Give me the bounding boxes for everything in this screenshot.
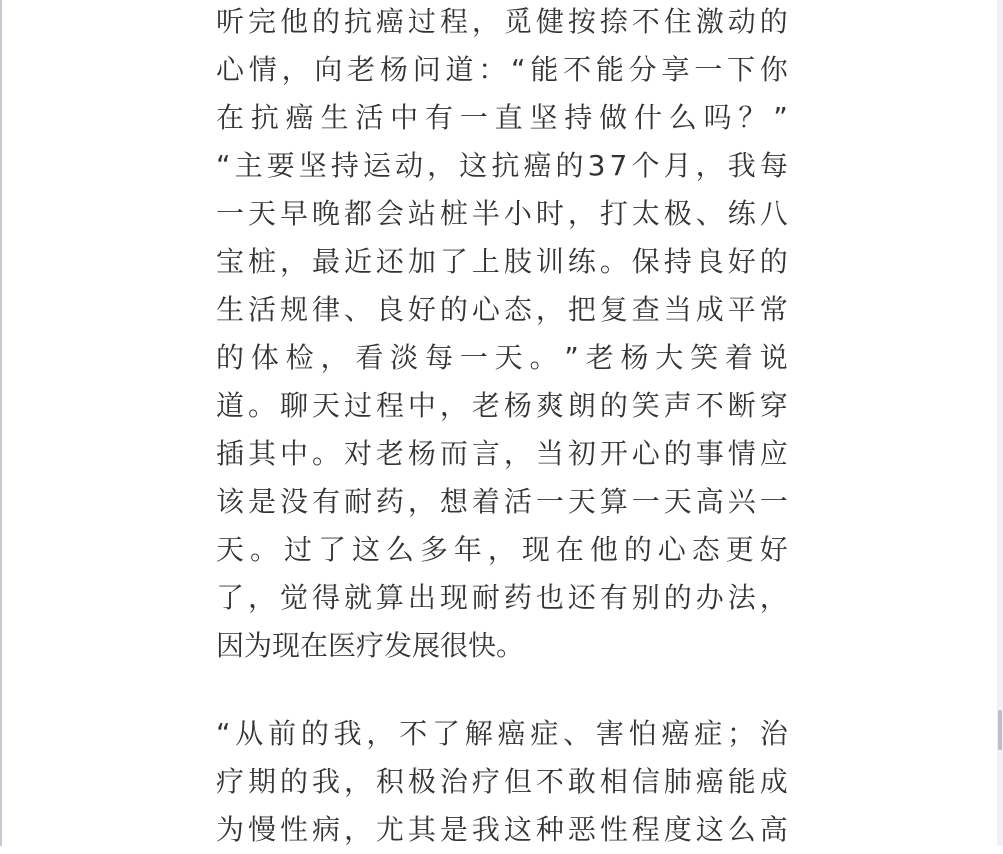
text-line: “ 主 要 坚 持 运 动 ， 这 抗 癌 的 3 7 个 月 ， 我 每 — [216, 149, 788, 182]
text-line: 宝 桩 ， 最 近 还 加 了 上 肢 训 练 。 保 持 良 好 的 — [216, 245, 788, 278]
text-line: 听 完 他 的 抗 癌 过 程 ， 觅 健 按 捺 不 住 激 动 的 — [216, 5, 788, 38]
text-line: 了 ， 觉 得 就 算 出 现 耐 药 也 还 有 别 的 办 法 ， — [216, 581, 788, 614]
text-line: 生 活 规 律 、 良 好 的 心 态 ， 把 复 查 当 成 平 常 — [216, 293, 788, 326]
text-line: 因为现在医疗发展很快。 — [216, 629, 525, 662]
text-line: 为 慢 性 病 ， 尤 其 是 我 这 种 恶 性 程 度 这 么 高 — [216, 813, 788, 846]
text-line: 插 其 中 。 对 老 杨 而 言 ， 当 初 开 心 的 事 情 应 — [216, 437, 788, 470]
text-line: 疗 期 的 我 ， 积 极 治 疗 但 不 敢 相 信 肺 癌 能 成 — [216, 765, 788, 798]
scrollbar-thumb[interactable] — [998, 710, 1002, 750]
text-line: “ 从 前 的 我 ， 不 了 解 癌 症 、 害 怕 癌 症 ； 治 — [216, 717, 788, 750]
paragraph-interview — [216, 0, 788, 670]
text-line: 一 天 早 晚 都 会 站 桩 半 小 时 ， 打 太 极 、 练 八 — [216, 197, 788, 230]
text-line: 在 抗 癌 生 活 中 有 一 直 坚 持 做 什 么 吗 ？ ” — [216, 101, 788, 134]
paragraph-reflection — [216, 710, 788, 854]
text-line: 心 情 ， 向 老 杨 问 道 ： “ 能 不 能 分 享 一 下 你 — [216, 53, 788, 86]
text-line: 天 。 过 了 这 么 多 年 ， 现 在 他 的 心 态 更 好 — [216, 533, 788, 566]
text-line: 的 体 检 ， 看 淡 每 一 天 。 ” 老 杨 大 笑 着 说 — [216, 341, 788, 374]
window-left-border — [0, 0, 2, 846]
text-line: 道 。 聊 天 过 程 中 ， 老 杨 爽 朗 的 笑 声 不 断 穿 — [216, 389, 788, 422]
scrollbar-track[interactable] — [997, 0, 1003, 846]
text-line: 该 是 没 有 耐 药 ， 想 着 活 一 天 算 一 天 高 兴 一 — [216, 485, 788, 518]
